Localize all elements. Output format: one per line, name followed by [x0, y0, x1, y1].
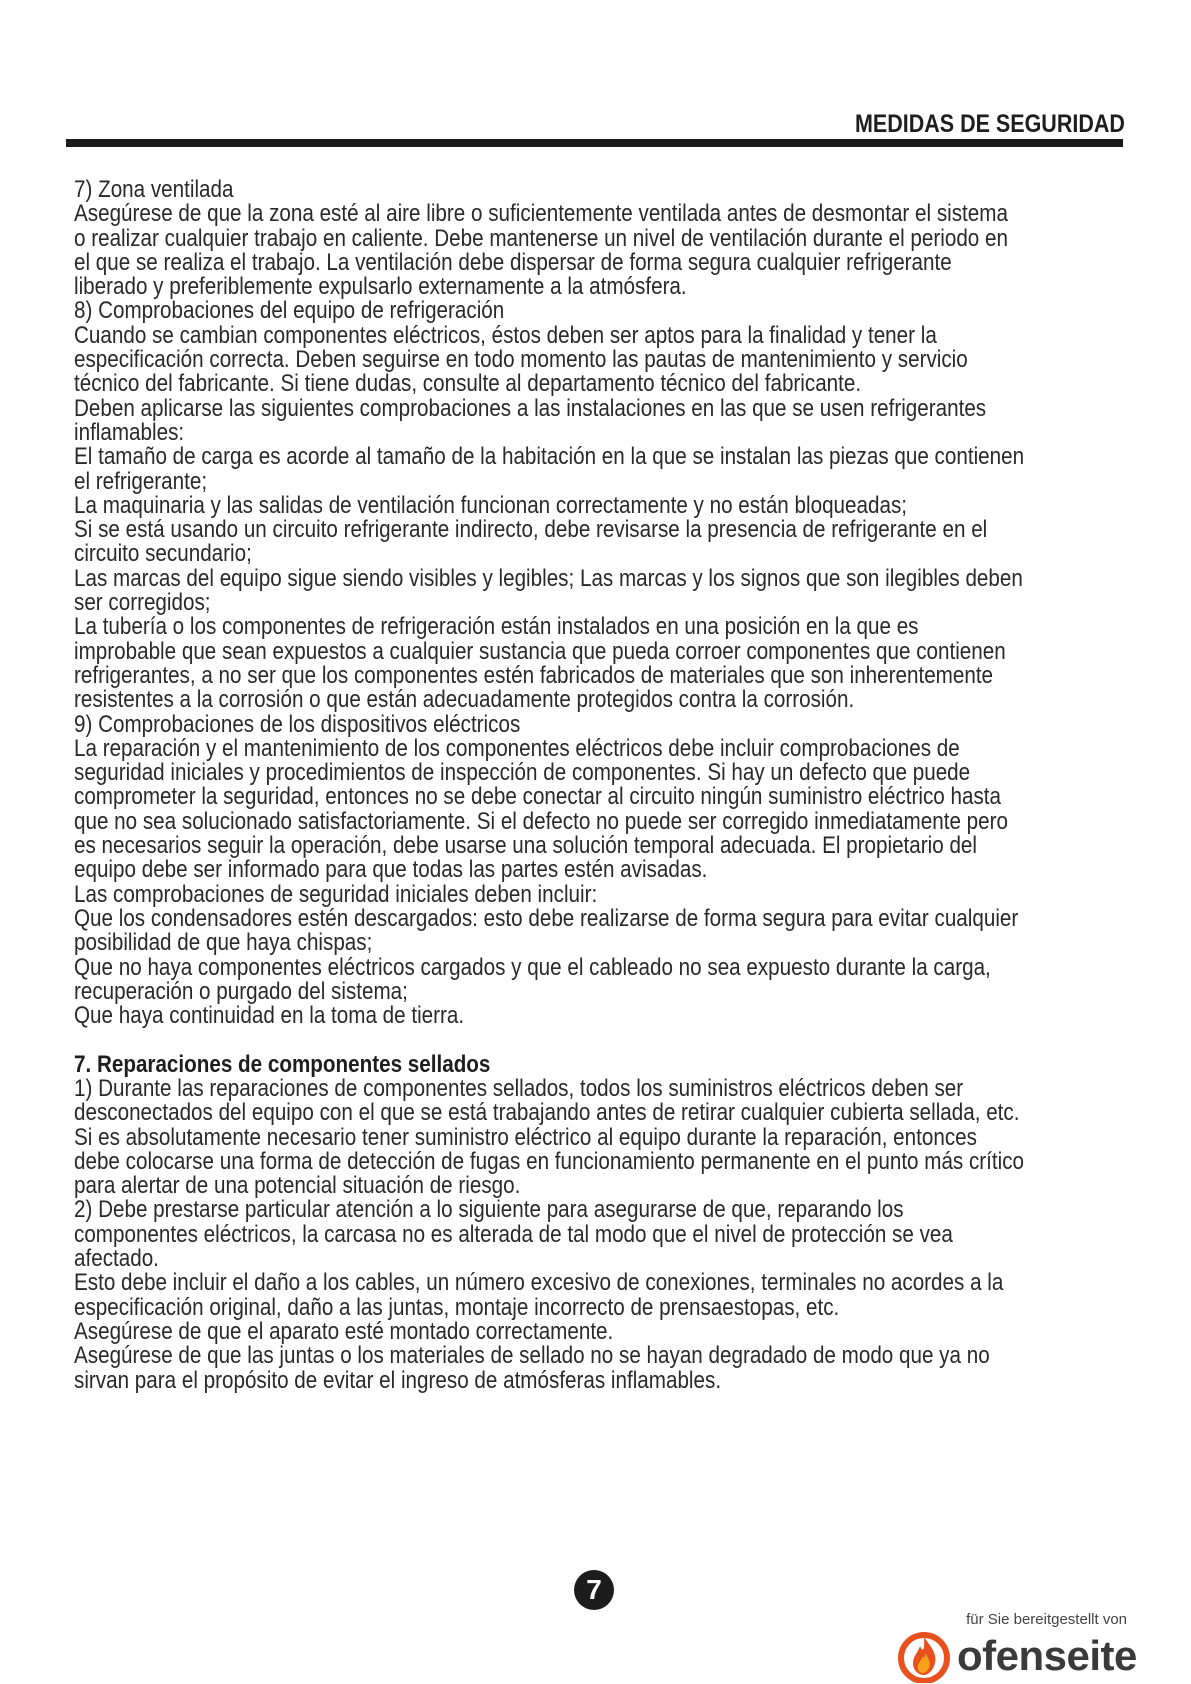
text-line: Asegúrese de que las juntas o los materiales de sellado no se hayan degradado de modo que ya no [74, 1342, 990, 1370]
text-line: 2) Debe prestarse particular atención a lo siguiente para asegurarse de que, reparando los [74, 1196, 904, 1224]
text-line: La reparación y el mantenimiento de los componentes eléctricos debe incluir comprobaciones de [74, 734, 960, 762]
text-line: improbable que sean expuestos a cualquier sustancia que pueda corroer componentes que contienen [74, 637, 1006, 665]
text-line: La tubería o los componentes de refrigeración están instalados en una posición en la que es [74, 613, 919, 641]
text-line: liberado y preferiblemente expulsarlo externamente a la atmósfera. [74, 273, 687, 301]
text-line: para alertar de una potencial situación de riesgo. [74, 1172, 521, 1200]
text-line: ser corregidos; [74, 589, 211, 617]
text-line: técnico del fabricante. Si tiene dudas, consulte al departamento técnico del fabricante. [74, 370, 862, 398]
header-divider [66, 139, 1123, 147]
text-line: Que no haya componentes eléctricos cargados y que el cableado no sea expuesto durante la carga, [74, 953, 991, 981]
text-line: Que haya continuidad en la toma de tierra. [74, 1002, 465, 1030]
text-line: debe colocarse una forma de detección de fugas en funcionamiento permanente en el punto más crítico [74, 1147, 1025, 1175]
text-line: Cuando se cambian componentes eléctricos, éstos deben ser aptos para la finalidad y tener la [74, 321, 937, 349]
text-line: resistentes a la corrosión o que están adecuadamente protegidos contra la corrosión. [74, 686, 855, 714]
text-line: afectado. [74, 1245, 159, 1273]
text-line: Las comprobaciones de seguridad iniciales deben incluir: [74, 880, 598, 908]
text-line: 1) Durante las reparaciones de componentes sellados, todos los suministros eléctricos deben ser [74, 1074, 964, 1102]
text-line: componentes eléctricos, la carcasa no es alterada de tal modo que el nivel de protección se vea [74, 1220, 953, 1248]
page-number-badge: 7 [574, 1570, 614, 1610]
text-line: Asegúrese de que el aparato esté montado correctamente. [74, 1317, 614, 1345]
ofenseite-logo [897, 1630, 1137, 1682]
text-line: Asegúrese de que la zona esté al aire libre o suficientemente ventilada antes de desmontar el sistema [74, 200, 1008, 228]
text-line: inflamables: [74, 418, 185, 446]
text-line: 7) Zona ventilada [74, 176, 234, 203]
text-line: especificación correcta. Deben seguirse en todo momento las pautas de mantenimiento y servicio [74, 346, 968, 374]
text-line: Las marcas del equipo sigue siendo visibles y legibles; Las marcas y los signos que son ilegibles deben [74, 564, 1023, 592]
page-title: MEDIDAS DE SEGURIDAD [855, 110, 1125, 138]
text-line: circuito secundario; [74, 540, 252, 568]
section-heading: 7. Reparaciones de componentes sellados [74, 1050, 491, 1078]
text-line: es necesarios seguir la operación, debe usarse una solución temporal adecuada. El propietario del [74, 832, 977, 860]
text-line: 8) Comprobaciones del equipo de refrigeración [74, 297, 505, 325]
logo-text: ofenseite [957, 1632, 1137, 1679]
text-line: especificación original, daño a las juntas, montaje incorrecto de prensaestopas, etc. [74, 1293, 840, 1321]
document-body [74, 178, 1132, 1393]
text-line: seguridad iniciales y procedimientos de inspección de componentes. Si hay un defecto que puede [74, 759, 971, 787]
text-line: Que los condensadores estén descargados: esto debe realizarse de forma segura para evitar cualquier [74, 904, 1019, 932]
text-line: refrigerantes, a no ser que los componentes estén fabricados de materiales que son inherentemente [74, 661, 994, 689]
paragraph-spacer [74, 1028, 1132, 1052]
text-line: que no sea solucionado satisfactoriamente. Si el defecto no puede ser corregido inmediatamente pero [74, 807, 1008, 835]
text-line: recuperación o purgado del sistema; [74, 977, 408, 1005]
text-line: Si se está usando un circuito refrigerante indirecto, debe revisarse la presencia de refrigerante en el [74, 516, 988, 544]
text-line: Deben aplicarse las siguientes comprobaciones a las instalaciones en las que se usen refrigerantes [74, 394, 987, 422]
text-line: Esto debe incluir el daño a los cables, un número excesivo de conexiones, terminales no acordes a la [74, 1269, 1004, 1297]
text-line: 9) Comprobaciones de los dispositivos eléctricos [74, 710, 521, 738]
text-line: sirvan para el propósito de evitar el ingreso de atmósferas inflamables. [74, 1366, 722, 1394]
text-line: Si es absolutamente necesario tener suministro eléctrico al equipo durante la reparación, entonces [74, 1123, 977, 1151]
text-line: o realizar cualquier trabajo en caliente. Debe mantenerse un nivel de ventilación durante el periodo en [74, 224, 1008, 252]
text-line: el refrigerante; [74, 467, 208, 495]
flame-icon [897, 1629, 951, 1683]
footer-credit: für Sie bereitgestellt von [966, 1611, 1127, 1628]
text-line: La maquinaria y las salidas de ventilación funcionan correctamente y no están bloqueadas; [74, 491, 908, 519]
text-line: el que se realiza el trabajo. La ventilación debe dispersar de forma segura cualquier refrigerante [74, 248, 952, 276]
text-line: desconectados del equipo con el que se está trabajando antes de retirar cualquier cubierta sellada, etc. [74, 1099, 1020, 1127]
text-line: posibilidad de que haya chispas; [74, 929, 373, 957]
text-line: El tamaño de carga es acorde al tamaño de la habitación en la que se instalan las piezas que contienen [74, 443, 1025, 471]
text-line: equipo debe ser informado para que todas las partes estén avisadas. [74, 856, 708, 884]
text-line: comprometer la seguridad, entonces no se debe conectar al circuito ningún suministro eléctrico hasta [74, 783, 1002, 811]
